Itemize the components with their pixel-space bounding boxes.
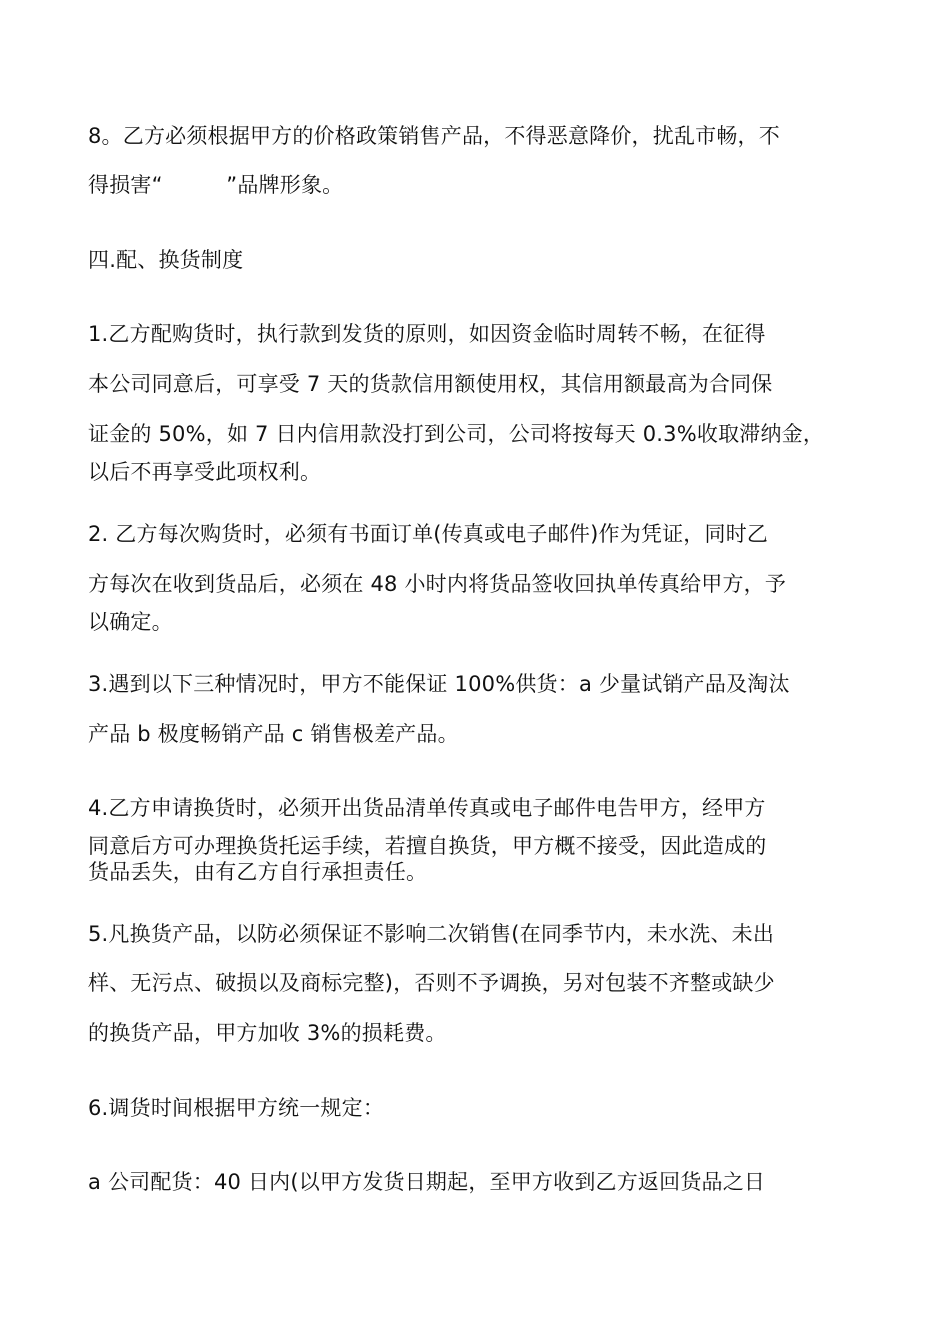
text-line: 的换货产品，甲方加收 3%的损耗费。: [88, 1021, 447, 1045]
section-heading: 四.配、换货制度: [88, 248, 244, 272]
text-line: 8。乙方必须根据甲方的价格政策销售产品，不得恶意降价，扰乱市畅，不: [88, 124, 780, 148]
text-line: 证金的 50%，如 7 日内信用款没打到公司，公司将按每天 0.3%收取滞纳金，: [88, 422, 825, 446]
text-line: 2. 乙方每次购货时，必须有书面订单(传真或电子邮件)作为凭证，同时乙: [88, 522, 769, 546]
text-line: 本公司同意后，可享受 7 天的货款信用额使用权，其信用额最高为合同保: [88, 372, 773, 396]
text-line: 3.遇到以下三种情况时，甲方不能保证 100%供货：a 少量试销产品及淘汰: [88, 672, 790, 696]
text-line: 方每次在收到货品后，必须在 48 小时内将货品签收回执单传真给甲方，予: [88, 572, 787, 596]
text-line: 样、无污点、破损以及商标完整)，否则不予调换，另对包装不齐整或缺少: [88, 971, 775, 995]
text-line: 得损害“ ”品牌形象。: [88, 173, 344, 197]
text-line: 以后不再享受此项权利。: [88, 460, 322, 484]
text-line: 同意后方可办理换货托运手续，若擅自换货，甲方概不接受，因此造成的: [88, 834, 767, 858]
text-line: 以确定。: [88, 610, 173, 634]
text-line: 产品 b 极度畅销产品 c 销售极差产品。: [88, 722, 459, 746]
text-line: 1.乙方配购货时，执行款到发货的原则，如因资金临时周转不畅，在征得: [88, 322, 766, 346]
text-line: 货品丢失，由有乙方自行承担责任。: [88, 860, 428, 884]
text-line: 4.乙方申请换货时，必须开出货品清单传真或电子邮件电告甲方，经甲方: [88, 796, 766, 820]
text-line: 6.调货时间根据甲方统一规定：: [88, 1096, 385, 1120]
text-line: a 公司配货：40 日内(以甲方发货日期起，至甲方收到乙方返回货品之日: [88, 1170, 766, 1194]
text-line: 5.凡换货产品，以防必须保证不影响二次销售(在同季节内，未水洗、未出: [88, 922, 775, 946]
